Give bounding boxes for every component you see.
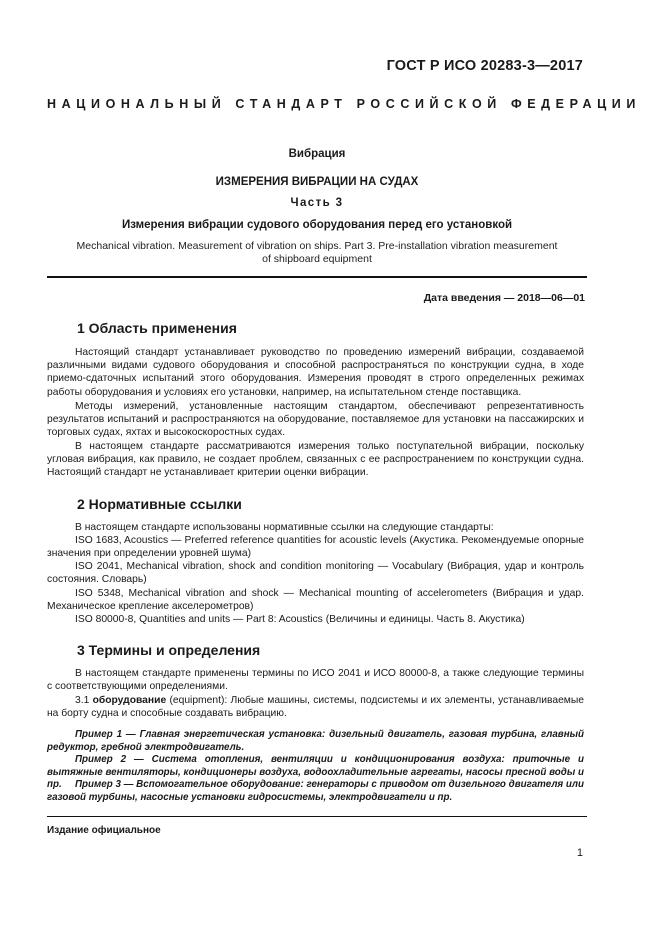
title-english xyxy=(47,240,587,266)
reference-item: ISO 5348, Mechanical vibration and shock — Mechanical mounting of accelerometers (Вибрация и удар. Механическое крепление акселерометров) xyxy=(47,588,584,613)
section-3-intro: В настоящем стандарте применены термины по ИСО 2041 и ИСО 80000-8, а также следующие термины с соответствующими определениями. xyxy=(47,668,584,693)
page-number: 1 xyxy=(576,847,583,859)
example-item: Пример 2 — Система отопления, вентиляции и кондиционирования воздуха: приточные и вытяжные вентиляторы, кондиционеры воздуха, водоохладительные агрегаты, насосы пресной воды и пр. xyxy=(47,754,584,791)
official-edition-label: Издание официальное xyxy=(47,825,161,836)
section-1-paragraph-3: В настоящем стандарте рассматриваются измерения только поступательной вибрации, поскольку угловая вибрация, как правило, не создает проблем, связанных с ее распространением по конструкции судна. Настоящий стандарт не устанавливает критерии оценки вибрации. xyxy=(47,441,584,479)
document-number: ГОСТ Р ИСО 20283-3—2017 xyxy=(386,58,583,74)
term-name: оборудование xyxy=(92,695,167,706)
title-part: Часть 3 xyxy=(290,197,344,209)
footer-divider xyxy=(47,816,587,817)
example-item: Пример 1 — Главная энергетическая установка: дизельный двигатель, газовая турбина, главный редуктор, гребной электродвигатель. xyxy=(47,729,584,753)
example-item: Пример 3 — Вспомогательное оборудование: генераторы с приводом от дизельного двигателя или газовой турбины, насосные установки гидросистемы, электродвигатели и пр. xyxy=(47,779,584,803)
reference-item: ISO 1683, Acoustics — Preferred reference quantities for acoustic levels (Акустика. Рекомендуемые опорные значения при определении уровней шума) xyxy=(47,535,584,560)
title-topic: Вибрация xyxy=(288,148,346,160)
title-english-line1: Mechanical vibration. Measurement of vibration on ships. Part 3. Pre-installation vibration measurement xyxy=(76,240,558,252)
national-standard-banner: НАЦИОНАЛЬНЫЙ СТАНДАРТ РОССИЙСКОЙ ФЕДЕРАЦИИ xyxy=(47,97,641,111)
term-number: 3.1 xyxy=(75,695,90,706)
title-divider xyxy=(47,276,587,278)
title-english-line2: of shipboard equipment xyxy=(262,253,372,265)
introduction-date: Дата введения — 2018—06—01 xyxy=(423,292,585,304)
term-definition xyxy=(47,694,584,720)
section-2-intro: В настоящем стандарте использованы нормативные ссылки на следующие стандарты: xyxy=(75,522,494,533)
title-main: ИЗМЕРЕНИЯ ВИБРАЦИИ НА СУДАХ xyxy=(215,176,419,188)
section-2-heading: 2 Нормативные ссылки xyxy=(77,496,242,512)
reference-item: ISO 2041, Mechanical vibration, shock and condition monitoring — Vocabulary (Вибрация, удар и контроль состояния. Словарь) xyxy=(47,561,584,586)
section-1-paragraph-1: Настоящий стандарт устанавливает руководство по проведению измерений вибрации, создаваемой различными видами судового оборудования и способной распространяться по конструкции судна, в ходе приемо-сдаточных испытаний этого оборудования. Измерения проводят в строго определенных режимах работы оборудования и условиях его установки, например, на испытательном стенде поставщика. xyxy=(47,347,584,398)
section-1-paragraph-2: Методы измерений, установленные настоящим стандартом, обеспечивают репрезентативность результатов испытаний и распространяются на оборудование, поставляемое для установки на пассажирских и торговых судах, яхтах и высокоскоростных судах. xyxy=(47,401,584,439)
section-1-heading: 1 Область применения xyxy=(77,320,237,336)
term-definition-text: (equipment): Любые машины, системы, подсистемы и их элементы, устанавливаемые на борту судна и способные создавать вибрацию. xyxy=(47,695,584,720)
section-3-heading: 3 Термины и определения xyxy=(77,642,261,658)
title-subtitle: Измерения вибрации судового оборудования перед его установкой xyxy=(121,219,513,231)
reference-item: ISO 80000-8, Quantities and units — Part 8: Acoustics (Величины и единицы. Часть 8. Акустика) xyxy=(75,614,525,625)
